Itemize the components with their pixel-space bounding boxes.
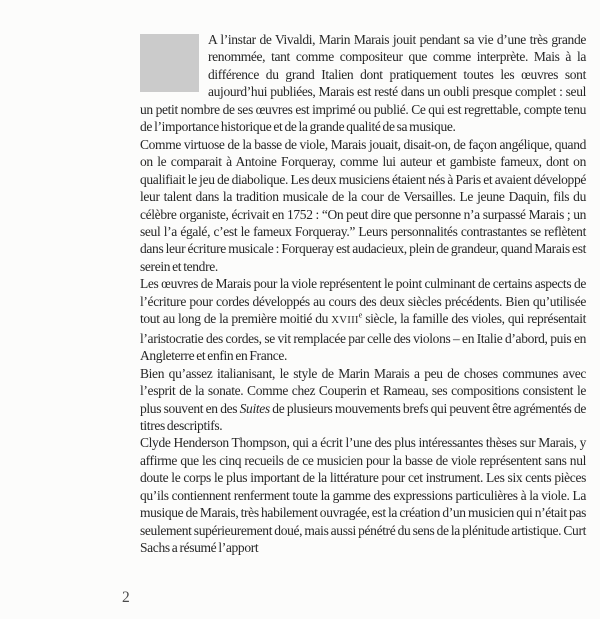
text-run: Comme virtuose de la basse de viole, Marais jouait, disait-on, de façon angélique, quand on le comparait à Antoine Forqueray, comme lui auteur et gambiste fameux, dont on qualifiait le jeu de diabolique. Les deux musiciens étaient nés à Paris et avaient développé leur talent dans la tradition musicale de la cour de Versailles. Le jeune Daquin, fils du célèbre organiste, écrivait en 1752 : “On peut dire que personne n’a surpassé Marais ; un seul l’a égalé, c’est le fameux Forqueray.” Leurs personnalités contrastantes se reflètent dans leur écriture musicale : Forqueray est audacieux, plein de grandeur, quand Marais est serein et tendre. [140, 136, 586, 274]
text-run: e [358, 310, 363, 320]
text-run: A l’instar de Vivaldi, Marin Marais jouit pendant sa vie d’une très grande renommée, tant comme compositeur que comme interprète. Mais à la différence du grand Italien dont pratiquement toutes les œuvres sont aujourd’hui publiées, Marais est resté dans un oubli presque complet : seul un petit nombre de ses œuvres est imprimé ou publié. Ce qui est regrettable, compte tenu de l’importance historique et de la grande qualité de sa musique. [140, 32, 586, 135]
paragraph-p3 [140, 275, 586, 364]
text-run: de plusieurs mouvements brefs qui peuvent être agrémentés de titres descriptifs. [140, 400, 586, 433]
text-run: Clyde Henderson Thompson, qui a écrit l’une des plus intéressantes thèses sur Marais, y affirme que les cinq recueils de ce musicien pour la basse de viole représentent sans nul doute le corps le plus important de la littérature pour cet instrument. Les six cents pièces qu’ils contiennent renferment toute la gamme des expressions particulières à la viole. La musique de Marais, très habilement ouvragée, est la création d’un musicien qui n’était pas seulement supérieurement doué, mais aussi pénétré du sens de la plénitude artistique. Curt Sachs a résumé l’apport [140, 435, 586, 556]
text-run: Bien qu’assez italianisant, le style de Marin Marais a peu de choses communes avec l’esprit de la sonate. Comme chez Couperin et Rameau, ses compositions consistent le plus souvent en des [140, 365, 586, 416]
paragraph-p2 [140, 136, 586, 276]
image-placeholder [140, 34, 199, 92]
paragraph-p5 [140, 434, 586, 556]
paragraph-p4 [140, 365, 586, 435]
text-run: Suites [239, 400, 270, 416]
page-number: 2 [122, 589, 130, 606]
paragraph-p1 [140, 31, 586, 136]
body-text [140, 31, 586, 557]
text-run: XVIII [331, 314, 359, 327]
text-run: Les œuvres de Marais pour la viole représentent le point culminant de certains aspects de l’écriture pour cordes développés au cours des deux siècles précédents. Bien qu’utilisée tout au long de la première moitié du [140, 276, 586, 327]
text-run: siècle, la famille des violes, qui représentait l’aristocratie des cordes, se vit remplacée par celle des violons – en Italie d’abord, puis en Angleterre et enfin en France. [140, 311, 586, 364]
